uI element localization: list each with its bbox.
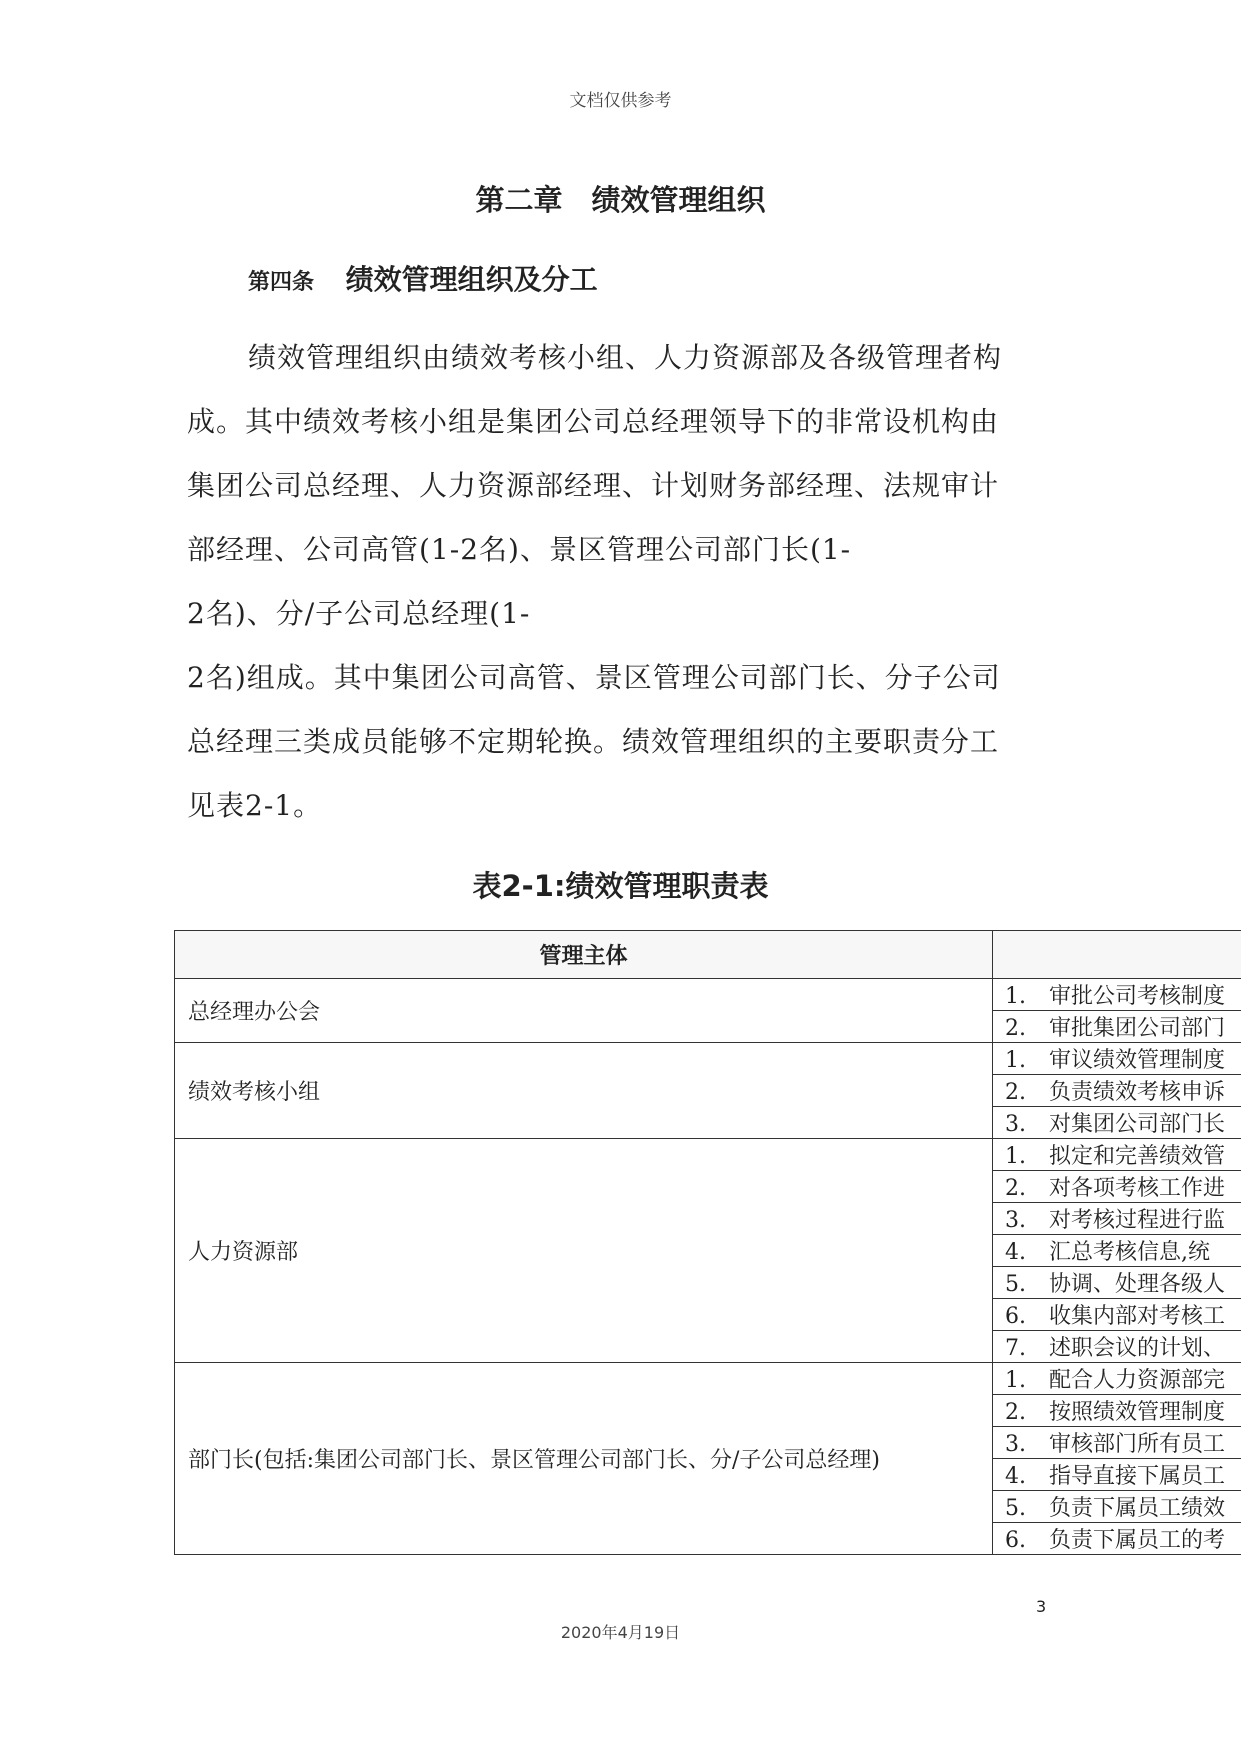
duty-cell [993, 1107, 1241, 1139]
duty-text: 述职会议的计划、 [1049, 1336, 1226, 1361]
duty-cell [993, 1235, 1241, 1267]
duty-number: 5. [1005, 1496, 1026, 1521]
table-row [175, 1043, 1241, 1075]
duty-cell [993, 1395, 1241, 1427]
duty-number: 3. [1005, 1208, 1026, 1233]
duty-number: 1. [1005, 1144, 1026, 1169]
duty-text: 审批集团公司部门 [1049, 1016, 1226, 1041]
management-subject-cell: 绩效考核小组 [175, 1043, 993, 1139]
paragraph-line: 见表2-1。 [187, 789, 323, 822]
duty-cell [993, 1427, 1241, 1459]
header-duties [993, 931, 1241, 979]
duty-cell [993, 1043, 1241, 1075]
duty-number: 7. [1005, 1336, 1026, 1361]
document-header: 文档仅供参考 [569, 91, 672, 111]
duty-number: 4. [1005, 1240, 1026, 1265]
table-title: 表2-1:绩效管理职责表 [472, 869, 769, 903]
paragraph-line: 总经理三类成员能够不定期轮换。绩效管理组织的主要职责分工 [187, 725, 1000, 758]
footer-date: 2020年4月19日 [560, 1623, 681, 1642]
duty-cell [993, 979, 1241, 1011]
duty-text: 配合人力资源部完 [1049, 1368, 1226, 1393]
duty-cell [993, 1299, 1241, 1331]
duty-number: 1. [1005, 1048, 1026, 1073]
page-number: 3 [1036, 1597, 1047, 1616]
paragraph-line: 部经理、公司高管(1-2名)、景区管理公司部门长(1- [187, 533, 852, 566]
duty-number: 1. [1005, 1368, 1026, 1393]
duty-text: 按照绩效管理制度 [1049, 1400, 1226, 1425]
duty-cell [993, 1363, 1241, 1395]
duty-text: 审批公司考核制度 [1049, 984, 1226, 1009]
duty-cell [993, 1491, 1241, 1523]
duty-cell [993, 1075, 1241, 1107]
duty-text: 负责下属员工绩效 [1049, 1496, 1226, 1521]
duty-cell [993, 1523, 1241, 1555]
duty-cell [993, 1267, 1241, 1299]
duty-cell [993, 1459, 1241, 1491]
duty-text: 审核部门所有员工 [1049, 1432, 1226, 1457]
duty-number: 2. [1005, 1400, 1026, 1425]
duty-text: 对各项考核工作进 [1049, 1176, 1226, 1201]
header-subject: 管理主体 [175, 931, 993, 979]
paragraph-line: 2名)、分/子公司总经理(1- [187, 597, 531, 630]
paragraph-line: 成。其中绩效考核小组是集团公司总经理领导下的非常设机构由 [187, 405, 1000, 438]
duty-text: 指导直接下属员工 [1049, 1464, 1226, 1489]
article-number: 第四条 [248, 270, 315, 295]
chapter-title: 第二章 绩效管理组织 [475, 183, 766, 217]
duty-number: 2. [1005, 1080, 1026, 1105]
responsibility-table-container [174, 930, 1241, 1584]
table-row [175, 979, 1241, 1011]
paragraph-line: 绩效管理组织由绩效考核小组、人力资源部及各级管理者构 [248, 341, 1003, 374]
management-subject-cell: 人力资源部 [175, 1139, 993, 1363]
duty-number: 1. [1005, 984, 1026, 1009]
duty-number: 2. [1005, 1016, 1026, 1041]
paragraph-line: 集团公司总经理、人力资源部经理、计划财务部经理、法规审计 [187, 469, 1000, 502]
management-subject-cell: 部门长(包括:集团公司部门长、景区管理公司部门长、分/子公司总经理) [175, 1363, 993, 1555]
paragraph-line: 2名)组成。其中集团公司高管、景区管理公司部门长、分子公司 [187, 661, 1001, 694]
duty-number: 4. [1005, 1464, 1026, 1489]
duty-cell [993, 1331, 1241, 1363]
table-header-row [175, 931, 1241, 979]
duty-number: 5. [1005, 1272, 1026, 1297]
duty-text: 协调、处理各级人 [1049, 1272, 1226, 1297]
duty-text: 收集内部对考核工 [1049, 1304, 1226, 1329]
table-body [175, 979, 1241, 1555]
duty-text: 汇总考核信息,统 [1049, 1240, 1210, 1265]
body-paragraph [187, 326, 1057, 838]
duty-text: 拟定和完善绩效管 [1049, 1144, 1226, 1169]
duty-text: 负责下属员工的考 [1049, 1528, 1226, 1553]
management-subject-cell: 总经理办公会 [175, 979, 993, 1043]
duty-text: 审议绩效管理制度 [1049, 1048, 1226, 1073]
duty-number: 6. [1005, 1304, 1026, 1329]
duty-number: 3. [1005, 1432, 1026, 1457]
duty-cell [993, 1139, 1241, 1171]
table-row [175, 1363, 1241, 1395]
duty-number: 3. [1005, 1112, 1026, 1137]
responsibility-table [174, 930, 1241, 1555]
table-row [175, 1139, 1241, 1171]
article-title: 绩效管理组织及分工 [345, 263, 598, 296]
duty-text: 对考核过程进行监 [1049, 1208, 1226, 1233]
duty-cell [993, 1203, 1241, 1235]
duty-cell [993, 1171, 1241, 1203]
duty-number: 2. [1005, 1176, 1026, 1201]
duty-cell [993, 1011, 1241, 1043]
article-heading [248, 258, 598, 298]
duty-number: 6. [1005, 1528, 1026, 1553]
duty-text: 对集团公司部门长 [1049, 1112, 1226, 1137]
duty-text: 负责绩效考核申诉 [1049, 1080, 1226, 1105]
